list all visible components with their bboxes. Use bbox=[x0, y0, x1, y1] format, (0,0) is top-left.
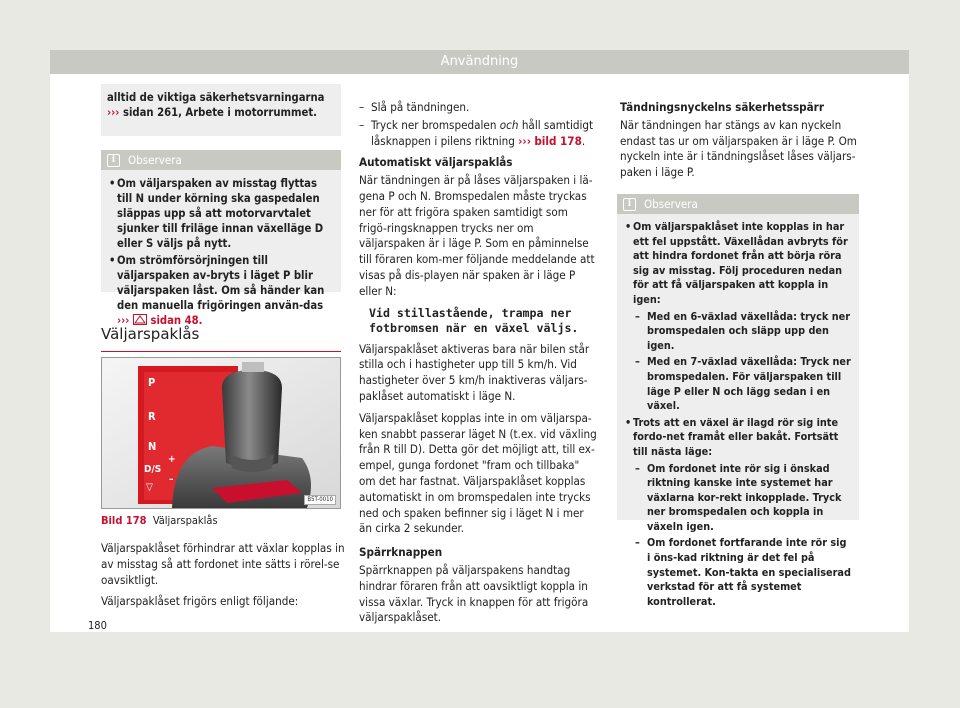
caption-text: Väljarspaklås bbox=[152, 514, 218, 527]
column-1-text bbox=[101, 541, 346, 616]
figure-code: B5T-0010 bbox=[304, 495, 336, 505]
punctuation: . bbox=[581, 133, 586, 148]
minus-label: – bbox=[169, 474, 174, 485]
note-dash-item: – Om fordonet inte rör sig i önskad riktning kanske inte systemet har växlarna kor-rekt inkopplade. Tryck ner bromspedalen och koppla in växeln igen. bbox=[625, 462, 851, 535]
paragraph: När tändningen är på låses väljarspaken i lä-gena P och N. Bromspedalen måste tryckas ner för att frigöra spaken samtidigt som frigö-ringsknappen trycks ner om väljarspaken är i läge P. Som en påminnelse till föraren kom-mer följande meddelande att visas på dis-playen när spaken är i läge P eller N: bbox=[359, 173, 595, 298]
note-box-1 bbox=[101, 150, 341, 327]
gear-label-p: P bbox=[148, 376, 156, 389]
info-icon: i bbox=[623, 198, 636, 211]
paragraph: Väljarspaklåset kopplas inte in om väljarspa-ken snabbt passerar läget N (t.ex. vid växling från R till D). Detta gör det möjligt att, till ex-empel, gunga fordonet "fram och tillbaka" om det har fastnat. Väljarspaklåset kopplas automatiskt in om bromspedalen inte trycks ned och spaken befinner sig i läget N i mer än cirka 2 sekunder. bbox=[359, 410, 597, 536]
gear-label-ds: D/S bbox=[144, 464, 162, 475]
figure-caption bbox=[101, 514, 218, 527]
subheading: Tändningsnyckelns säkerhetsspärr bbox=[620, 100, 824, 114]
note-title: Observera bbox=[128, 153, 182, 167]
column-3-text bbox=[620, 100, 860, 187]
note-dash-item: – Med en 6-växlad växellåda: tryck ner bromspedalen och släpp upp den igen. bbox=[625, 310, 851, 354]
ref-arrow: ››› bbox=[107, 106, 120, 119]
column-2-text bbox=[359, 100, 599, 632]
figure-ref-link[interactable]: bild 178 bbox=[534, 133, 582, 148]
note-body bbox=[617, 214, 859, 617]
subheading: Automatiskt väljarspaklås bbox=[359, 155, 513, 170]
paragraph: Väljarspaklåset förhindrar att växlar kopplas in av misstag så att fordonet inte sätts i rörel-se oavsiktligt. bbox=[101, 541, 345, 587]
page-header: Användning bbox=[50, 50, 909, 74]
warning-text: alltid de viktiga säkerhetsvarningarna bbox=[107, 91, 325, 104]
gear-selector-illustration bbox=[102, 358, 340, 508]
note-body bbox=[101, 170, 341, 336]
figure-gear-selector bbox=[101, 357, 341, 509]
ref-arrow: ››› bbox=[117, 314, 130, 327]
subheading: Spärrknappen bbox=[359, 545, 443, 560]
note-bullet-text: Om strömförsörjningen till väljarspaken av-bryts i läget P blir väljarspaken låst. Om så händer kan den manuella frigöringen använ-das bbox=[117, 254, 325, 312]
note-header bbox=[101, 150, 341, 170]
note-header bbox=[617, 194, 859, 214]
gear-label-n: N bbox=[148, 440, 157, 453]
ref-arrow: ››› bbox=[518, 133, 532, 148]
page-number: 180 bbox=[88, 619, 107, 632]
gear-label-r: R bbox=[148, 410, 156, 423]
step-item: – Slå på tändningen. bbox=[359, 100, 599, 116]
note-dash-item: – Om fordonet fortfarande inte rör sig i öns-kad riktning är det fel på systemet. Kon-takta en specialiserad verkstad för att få systemet kontrollerat. bbox=[625, 536, 851, 609]
section-title: Väljarspaklås bbox=[101, 325, 341, 352]
note-title: Observera bbox=[644, 197, 698, 211]
warning-triangle-icon bbox=[133, 314, 147, 325]
display-message-line: fotbromsen när en växel väljs. bbox=[369, 320, 579, 335]
step-text: Tryck ner bromspedalen bbox=[371, 117, 497, 132]
warning-box bbox=[101, 84, 341, 136]
note-ref-link[interactable]: sidan 48. bbox=[150, 314, 203, 327]
down-triangle-icon: ▽ bbox=[146, 482, 153, 493]
warning-ref-link[interactable]: sidan 261, Arbete i motorrummet. bbox=[122, 106, 317, 119]
step-text: håll samtidigt låsknappen i pilens riktning bbox=[371, 117, 594, 148]
step-emphasis: och bbox=[499, 117, 519, 132]
note-box-2 bbox=[617, 194, 859, 608]
note-bullet: • Trots att en växel är ilagd rör sig inte fordo-net framåt eller bakåt. Fortsätt till nästa läge: bbox=[625, 416, 851, 460]
paragraph: Väljarspaklåset frigörs enligt följande: bbox=[101, 594, 299, 609]
paragraph: När tändningen har stängs av kan nyckeln endast tas ur om väljarspaken är i läge P. Om nyckeln inte är i tändningslåset låses väljars-paken i läge P. bbox=[620, 117, 857, 180]
paragraph: Väljarspaklåset aktiveras bara när bilen står stilla och i hastigheter upp till 5 km/h. Vid hastigheter över 5 km/h inaktiveras väljars-paklåset automatiskt i läge N. bbox=[359, 341, 590, 403]
caption-number: Bild 178 bbox=[101, 514, 147, 527]
note-bullet: • Om väljarspaken av misstag flyttas till N under körning ska gaspedalen släppas upp så att motorvarvtalet sjunker till frilägе innan växelläge D eller S väljs på nytt. bbox=[109, 176, 333, 251]
plus-label: + bbox=[168, 454, 176, 465]
note-bullet bbox=[109, 253, 333, 328]
display-message-line: Vid stillastående, trampa ner bbox=[369, 305, 572, 320]
paragraph: Spärrknappen på väljarspakens handtag hindrar föraren från att oavsiktligt koppla in vissa växlar. Tryck in knappen för att frigöra väljarspaklåset. bbox=[359, 562, 589, 625]
info-icon: i bbox=[107, 154, 120, 167]
note-bullet: • Om väljarspaklåset inte kopplas in har ett fel uppstått. Växellådan avbryts för att hindra fordonet från att börja röra sig av misstag. Följ proceduren nedan för att få väljarspaken att koppla in igen: bbox=[625, 220, 851, 308]
note-dash-item: – Med en 7-växlad växellåda: Tryck ner bromspedalen. För väljarspaken till läge P eller N och lägg sedan i en växel. bbox=[625, 355, 851, 413]
step-item bbox=[359, 118, 599, 150]
